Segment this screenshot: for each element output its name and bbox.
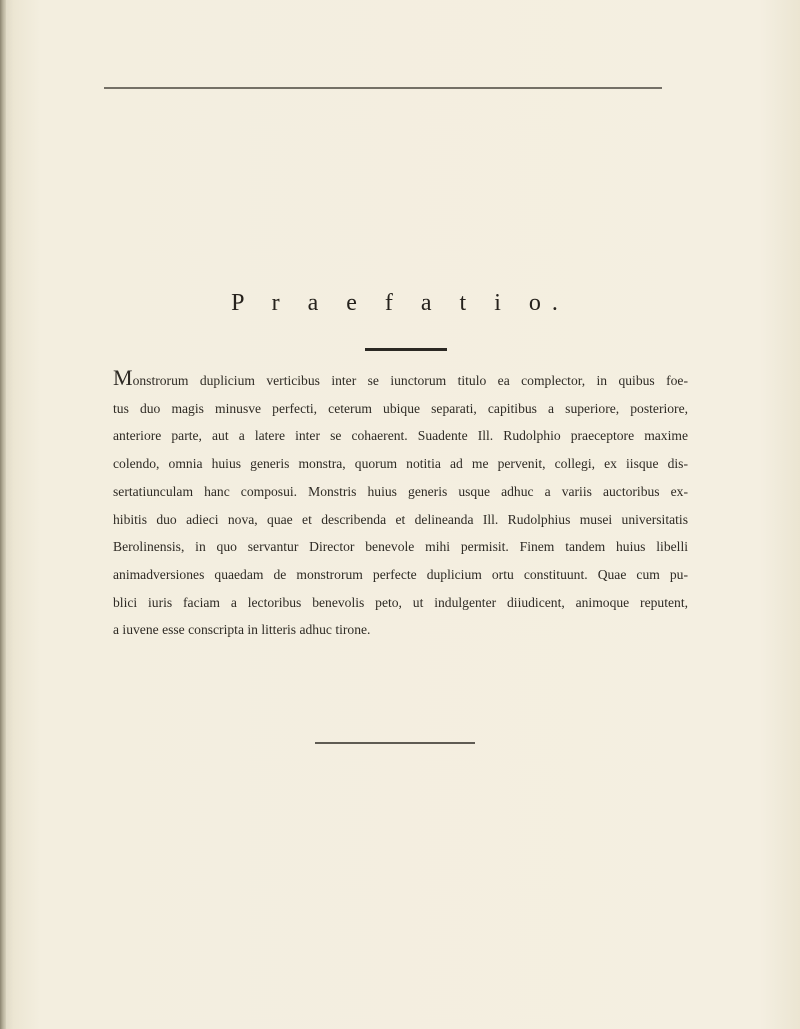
paragraph-line: sertatiunculam hanc composui. Monstris huius generis usque adhuc a variis auctoribus ex- [113, 483, 688, 499]
initial-letter: M [113, 365, 133, 390]
paragraph-line: a iuvene esse conscripta in litteris adhuc tirone. [113, 622, 371, 638]
paragraph-line: Berolinensis, in quo servantur Director benevole mihi permisit. Finem tandem huius libelli [113, 539, 688, 555]
end-rule [315, 742, 475, 744]
paragraph-line: animadversiones quaedam de monstrorum perfecte duplicium ortu constituunt. Quae cum pu- [113, 566, 688, 582]
binding-edge [0, 0, 6, 1029]
top-rule [104, 87, 662, 89]
title-rule [365, 348, 447, 351]
paragraph-line: colendo, omnia huius generis monstra, quorum notitia ad me pervenit, collegi, ex iisque dis- [113, 456, 688, 472]
page-title: P r a e f a t i o. [231, 290, 569, 316]
paragraph-line: tus duo magis minusve perfecti, ceterum ubique separati, capitibus a superiore, posteriore, [113, 400, 688, 416]
paragraph-line: blici iuris faciam a lectoribus benevolis peto, ut indulgenter diiudicent, animoque reputent, [113, 594, 688, 610]
paragraph-line: Monstrorum duplicium verticibus inter se iunctorum titulo ea complector, in quibus foe- [113, 365, 688, 390]
paragraph-line: anteriore parte, aut a latere inter se cohaerent. Suadente Ill. Rudolphio praeceptore maxime [113, 428, 688, 444]
preface-paragraph [113, 367, 688, 644]
paragraph-line: hibitis duo adieci nova, quae et describenda et delineanda Ill. Rudolphius musei universitatis [113, 511, 688, 527]
